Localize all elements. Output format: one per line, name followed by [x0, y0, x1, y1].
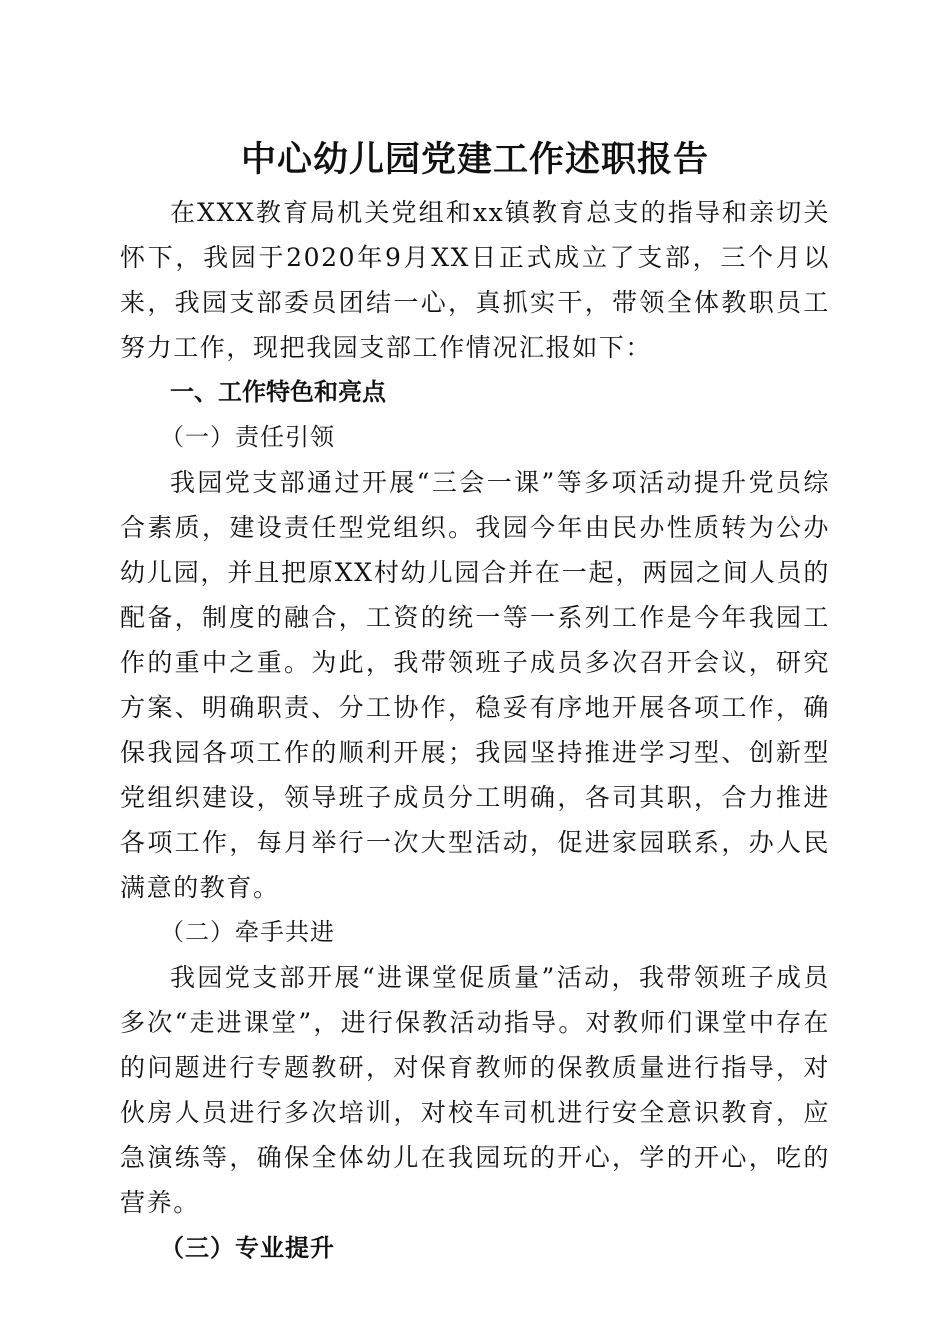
- subsection-heading-1: （一）责任引领: [160, 423, 335, 451]
- subsection-body-2: 我园党支部开展“进课堂促质量”活动，我带领班子成员多次“走进课堂”，进行保教活动指导。对教师们课堂中存在的问题进行专题教研，对保育教师的保教质量进行指导，对伙房人员进行多次培训，对校车司机进行安全意识教育，应急演练等，确保全体幼儿在我园玩的开心，学的开心，吃的营养。: [120, 963, 830, 1217]
- document-page: [120, 130, 830, 1270]
- document-title: 中心幼儿园党建工作述职报告: [240, 139, 709, 180]
- subsection-heading-3: （三）专业提升: [160, 1233, 335, 1262]
- section-heading-1: 一、工作特色和亮点: [170, 378, 386, 406]
- subsection-body-1: 我园党支部通过开展“三会一课”等多项活动提升党员综合素质，建设责任型党组织。我园今年由民办性质转为公办幼儿园，并且把原XX村幼儿园合并在一起，两园之间人员的配备，制度的融合，工资的统一等一系列工作是今年我园工作的重中之重。为此，我带领班子成员多次召开会议，研究方案、明确职责、分工协作，稳妥有序地开展各项工作，确保我园各项工作的顺利开展；我园坚持推进学习型、创新型党组织建设，领导班子成员分工明确，各司其职，合力推进各项工作，每月举行一次大型活动，促进家园联系，办人民满意的教育。: [120, 468, 830, 902]
- intro-paragraph: 在XXX教育局机关党组和xx镇教育总支的指导和亲切关怀下，我园于2020年9月XX日正式成立了支部，三个月以来，我园支部委员团结一心，真抓实干，带领全体教职员工努力工作，现把我园支部工作情况汇报如下：: [120, 198, 830, 362]
- subsection-heading-2: （二）牵手共进: [160, 918, 335, 946]
